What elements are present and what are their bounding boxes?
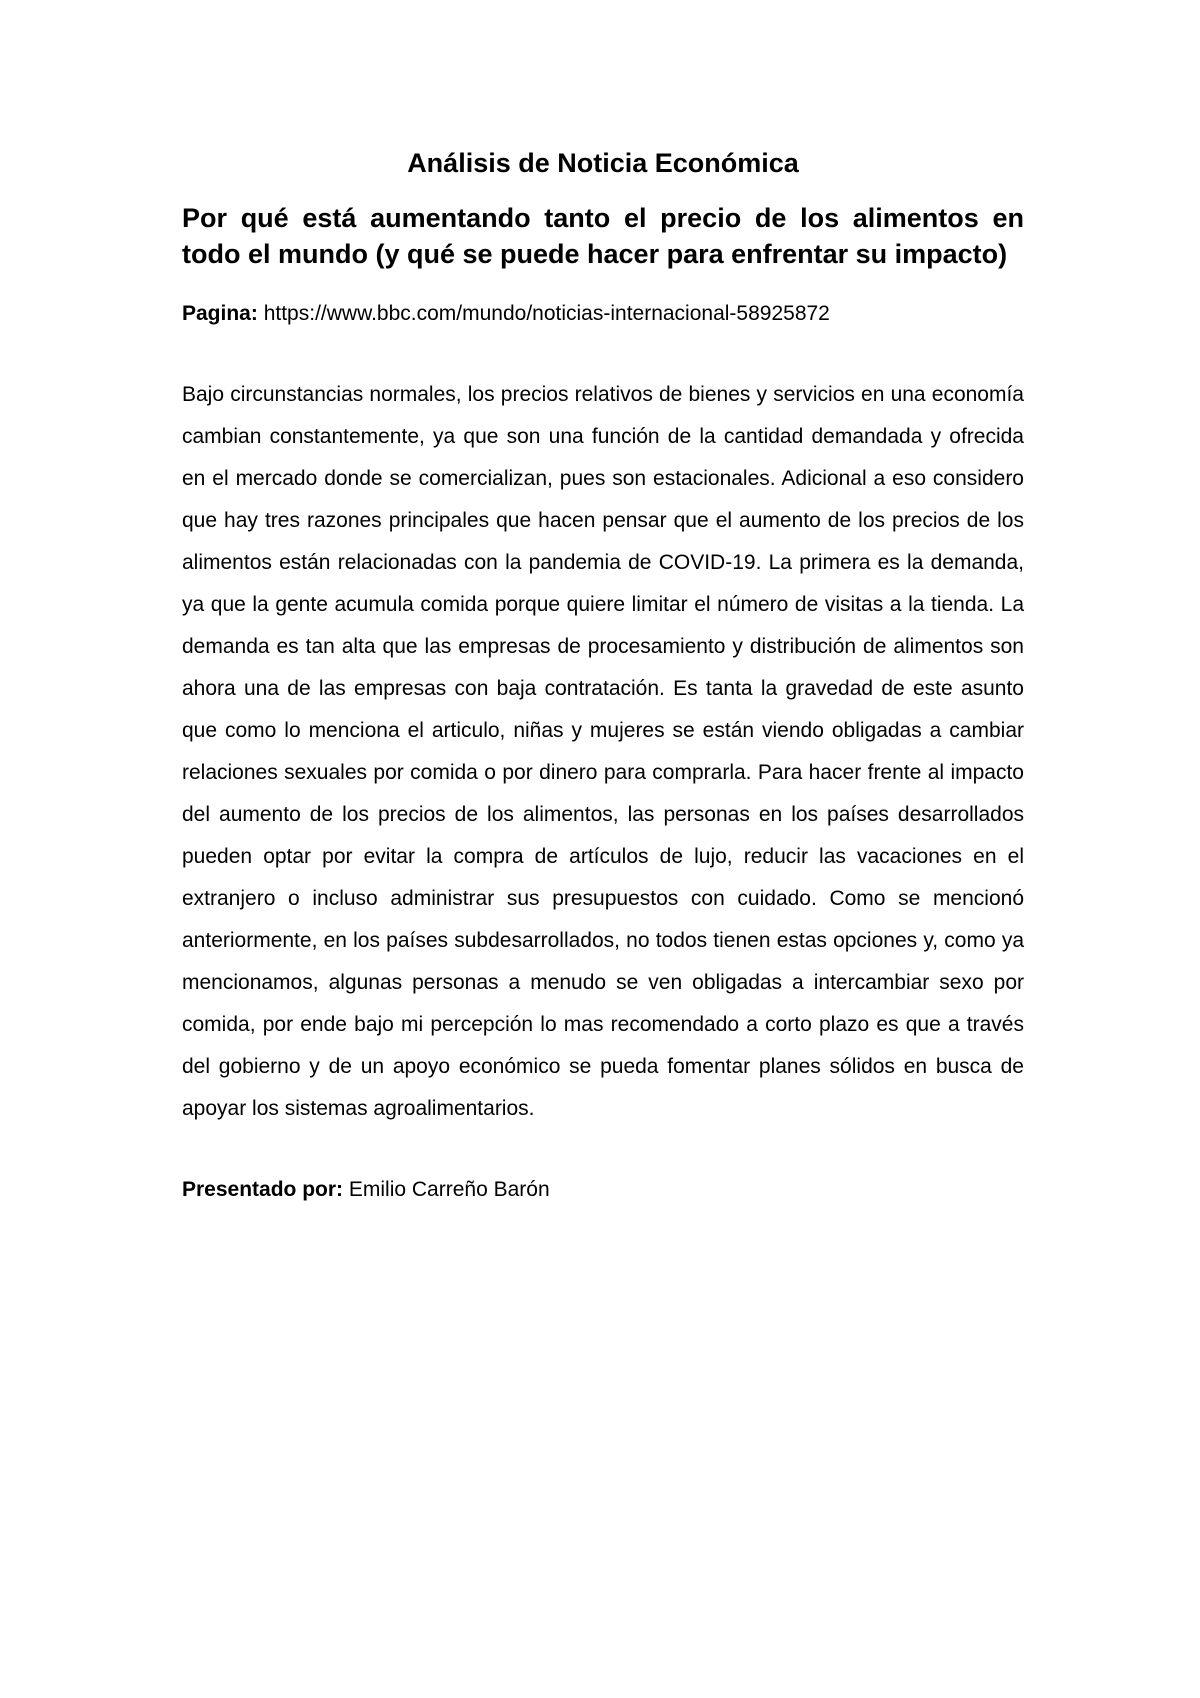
source-line: [182, 294, 1024, 334]
author-line: [182, 1170, 1024, 1210]
document-title: Análisis de Noticia Económica: [407, 148, 799, 178]
document-content: [182, 140, 1024, 1210]
source-label: Pagina:: [182, 302, 258, 325]
author-name: Emilio Carreño Barón: [348, 1178, 550, 1201]
author-label: Presentado por:: [182, 1178, 344, 1201]
analysis-paragraph: Bajo circunstancias normales, los precios relativos de bienes y servicios en una economía cambian constantemente, ya que son una función de la cantidad demandada y ofrecida en el mercado donde se comercializan, pues son estacionales. Adicional a eso considero que hay tres razones principales que hacen pensar que el aumento de los precios de los alimentos están relacionadas con la pandemia de COVID-19. La primera es la demanda, ya que la gente acumula comida porque quiere limitar el número de visitas a la tienda. La demanda es tan alta que las empresas de procesamiento y distribución de alimentos son ahora una de las empresas con baja contratación. Es tanta la gravedad de este asunto que como lo menciona el articulo, niñas y mujeres se están viendo obligadas a cambiar relaciones sexuales por comida o por dinero para comprarla. Para hacer frente al impacto del aumento de los precios de los alimentos, las personas en los países desarrollados pueden optar por evitar la compra de artículos de lujo, reducir las vacaciones en el extranjero o incluso administrar sus presupuestos con cuidado. Como se mencionó anteriormente, en los países subdesarrollados, no todos tienen estas opciones y, como ya mencionamos, algunas personas a menudo se ven obligadas a intercambiar sexo por comida, por ende bajo mi percepción lo mas recomendado a corto plazo es que a través del gobierno y de un apoyo económico se pueda fomentar planes sólidos en busca de apoyar los sistemas agroalimentarios.: [182, 383, 1024, 1120]
source-url: https://www.bbc.com/mundo/noticias-internacional-58925872: [263, 302, 830, 325]
news-headline: Por qué está aumentando tanto el precio de los alimentos en todo el mundo (y qué se puede hacer para enfrentar su impacto): [182, 203, 1024, 269]
